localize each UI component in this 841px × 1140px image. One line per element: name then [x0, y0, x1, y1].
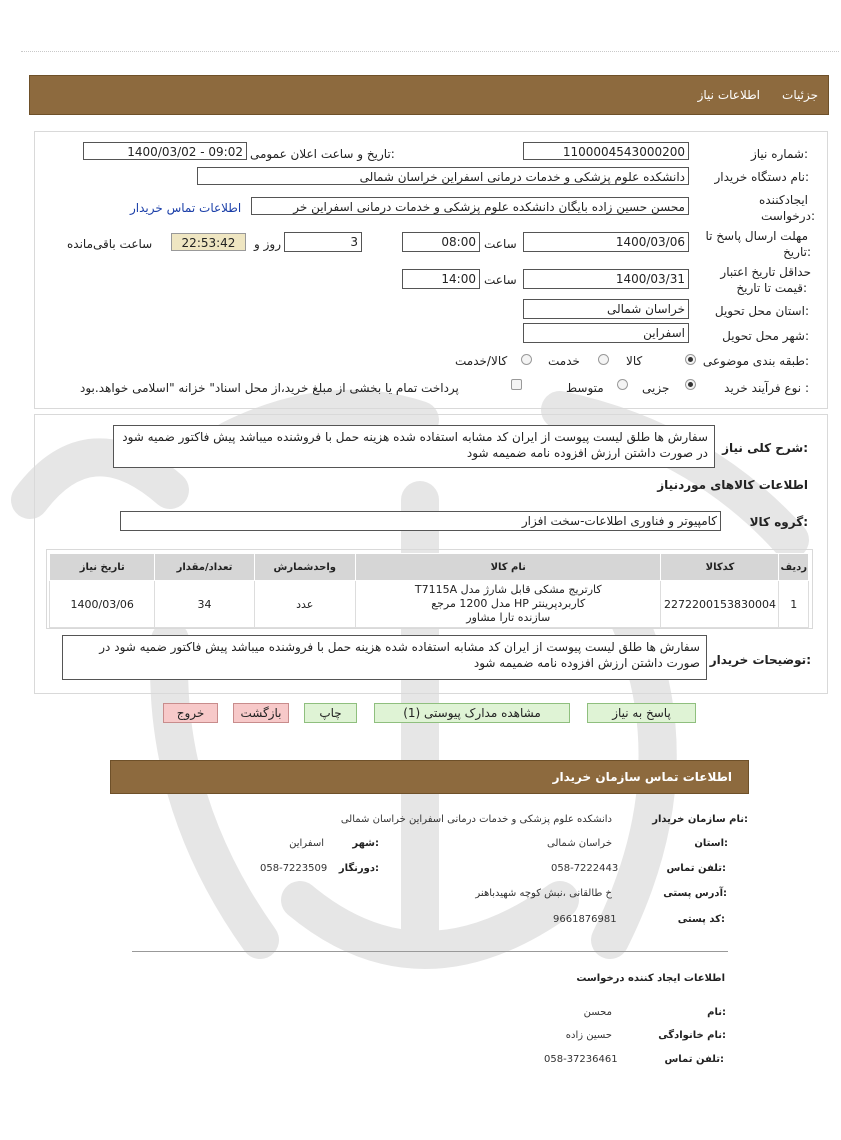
- category-label: طبقه بندی موضوعی:: [702, 354, 809, 368]
- cell-name-line-1: کارتریج مشکی قابل شارژ مدل T7115A: [414, 583, 602, 596]
- col-unit: واحدشمارش: [254, 554, 355, 581]
- contact-address-label: آدرس پستی:: [663, 888, 727, 899]
- creator-name-value: محسن: [583, 1007, 612, 1018]
- contact-header-title: اطلاعات تماس سازمان خریدار: [552, 770, 732, 784]
- days-label: روز و: [254, 237, 281, 251]
- contact-header-bar: [110, 760, 749, 794]
- col-name: نام کالا: [356, 554, 661, 581]
- validity-label-2: قیمت تا تاریخ:: [736, 281, 807, 295]
- process-label: نوع فرآیند خرید :: [724, 381, 809, 395]
- contact-org-value: دانشکده علوم پزشکی و خدمات درمانی اسفراین خراسان شمالی: [340, 814, 612, 825]
- col-qty: تعداد/مقدار: [155, 554, 254, 581]
- validity-time-label: ساعت: [484, 273, 517, 287]
- creator-field[interactable]: محسن حسین زاده بایگان دانشکده علوم پزشکی و خدمات درمانی اسفراین خر: [251, 197, 689, 215]
- goods-group-label: گروه کالا:: [749, 515, 808, 529]
- contact-phone-value: 058-7222443: [551, 863, 619, 874]
- items-table: [49, 553, 809, 628]
- top-divider: [21, 51, 839, 52]
- category-service-radio[interactable]: [598, 354, 609, 365]
- summary-label: شرح کلی نیاز:: [722, 441, 808, 455]
- creator-family-label: نام خانوادگی:: [658, 1030, 726, 1041]
- deadline-time-field[interactable]: 08:00: [402, 232, 480, 252]
- deadline-label-1: مهلت ارسال پاسخ تا: [705, 229, 808, 243]
- category-goods-radio[interactable]: [685, 354, 696, 365]
- contact-fax-value: 058-7223509: [260, 863, 328, 874]
- contact-city-label: شهر:: [352, 838, 379, 849]
- remaining-timer: 22:53:42: [171, 233, 246, 251]
- buyer-field[interactable]: دانشکده علوم پزشکی و خدمات درمانی اسفراین خراسان شمالی: [197, 167, 689, 185]
- need-number-field[interactable]: 1100004543000200: [523, 142, 689, 160]
- deadline-date-field[interactable]: 1400/03/06: [523, 232, 689, 252]
- creator-info-title: اطلاعات ایجاد کننده درخواست: [576, 973, 725, 984]
- city-label: شهر محل تحویل:: [722, 329, 809, 343]
- validity-date-field[interactable]: 1400/03/31: [523, 269, 689, 289]
- tab-need-info[interactable]: اطلاعات نیاز: [697, 88, 760, 102]
- process-minor-radio[interactable]: [685, 379, 696, 390]
- contact-city-value: اسفراین: [289, 838, 324, 849]
- contact-province-value: خراسان شمالی: [546, 838, 612, 849]
- back-button[interactable]: بازگشت: [233, 703, 289, 723]
- contact-phone-label: تلفن تماس:: [666, 863, 726, 874]
- cell-code: 2272200153830004: [661, 581, 779, 628]
- cell-unit: عدد: [254, 581, 355, 628]
- contact-org-label: نام سازمان خریدار:: [652, 814, 748, 825]
- announce-field[interactable]: 1400/03/02 - 09:02: [83, 142, 247, 160]
- summary-text[interactable]: سفارش ها طلق لیست پیوست از ایران کد مشابه استفاده شده هزینه حمل با فروشنده میباشد پیش فاکتور ضمیه شود در صورت داشتن ارزش افزوده نامه ضمیمه شود: [113, 425, 715, 468]
- treasury-payment-checkbox[interactable]: [511, 379, 522, 390]
- process-minor-label: جزیی: [642, 381, 670, 395]
- cell-date: 1400/03/06: [50, 581, 155, 628]
- buyer-notes-text[interactable]: سفارش ها طلق لیست پیوست از ایران کد مشابه استفاده شده هزینه حمل با فروشنده میباشد پیش فاکتور ضمیه شود در صورت داشتن ارزش افزوده نامه ضمیمه شود: [62, 635, 707, 680]
- exit-button[interactable]: خروج: [163, 703, 218, 723]
- col-row: ردیف: [779, 554, 809, 581]
- validity-time-field[interactable]: 14:00: [402, 269, 480, 289]
- tab-details[interactable]: جزئیات: [782, 88, 818, 102]
- category-goods-service-radio[interactable]: [521, 354, 532, 365]
- city-field[interactable]: اسفراین: [523, 323, 689, 343]
- creator-family-value: حسین زاده: [565, 1030, 612, 1041]
- validity-label-1: حداقل تاریخ اعتبار: [720, 265, 811, 279]
- treasury-payment-note: پرداخت تمام یا بخشی از مبلغ خرید،از محل اسناد" خزانه "اسلامی خواهد.بود: [80, 381, 459, 395]
- reply-button[interactable]: پاسخ به نیاز: [587, 703, 696, 723]
- contact-postal-value: 9661876981: [553, 914, 617, 925]
- category-goods-service-label: کالا/خدمت: [455, 354, 508, 368]
- contact-province-label: استان:: [694, 838, 728, 849]
- creator-phone-value: 058-37236461: [544, 1054, 618, 1065]
- attachments-button[interactable]: مشاهده مدارک پیوستی (1): [374, 703, 570, 723]
- buyer-label: نام دستگاه خریدار:: [714, 170, 809, 184]
- contact-postal-label: کد پستی:: [677, 914, 725, 925]
- cell-name: [356, 581, 661, 628]
- goods-section-title: اطلاعات کالاهای موردنیاز: [657, 478, 808, 492]
- deadline-time-label: ساعت: [484, 237, 517, 251]
- goods-group-field[interactable]: کامپیوتر و فناوری اطلاعات-سخت افزار: [120, 511, 721, 531]
- table-row: [50, 581, 809, 628]
- cell-name-line-3: سازنده تارا مشاور: [466, 611, 551, 624]
- creator-phone-label: تلفن تماس:: [664, 1054, 724, 1065]
- cell-name-line-2: کاربردپرینتر HP مدل 1200 مرجع: [431, 597, 586, 610]
- header-bar: [29, 75, 829, 115]
- announce-label: تاریخ و ساعت اعلان عمومی:: [250, 147, 395, 161]
- cell-qty: 34: [155, 581, 254, 628]
- days-field[interactable]: 3: [284, 232, 362, 252]
- contact-divider: [132, 951, 728, 952]
- category-service-label: خدمت: [548, 354, 580, 368]
- buyer-notes-label: توضیحات خریدار:: [709, 653, 811, 667]
- col-code: کدکالا: [661, 554, 779, 581]
- creator-name-label: نام:: [707, 1007, 726, 1018]
- creator-label-2: درخواست:: [761, 209, 815, 223]
- process-medium-label: متوسط: [566, 381, 604, 395]
- col-date: تاریخ نیاز: [50, 554, 155, 581]
- remaining-label: ساعت باقی‌مانده: [67, 237, 153, 251]
- province-field[interactable]: خراسان شمالی: [523, 299, 689, 319]
- province-label: استان محل تحویل:: [714, 304, 809, 318]
- deadline-label-2: تاریخ:: [783, 245, 811, 259]
- cell-row: 1: [779, 581, 809, 628]
- print-button[interactable]: چاپ: [304, 703, 357, 723]
- process-medium-radio[interactable]: [617, 379, 628, 390]
- need-number-label: شماره نیاز:: [750, 147, 808, 161]
- contact-address-value: خ طالقانی ،نبش کوچه شهیدباهنر: [475, 888, 612, 899]
- creator-label-1: ایجادکننده: [759, 193, 808, 207]
- buyer-contact-link[interactable]: اطلاعات تماس خریدار: [130, 201, 242, 215]
- contact-fax-label: دورنگار:: [338, 863, 379, 874]
- category-goods-label: کالا: [626, 354, 643, 368]
